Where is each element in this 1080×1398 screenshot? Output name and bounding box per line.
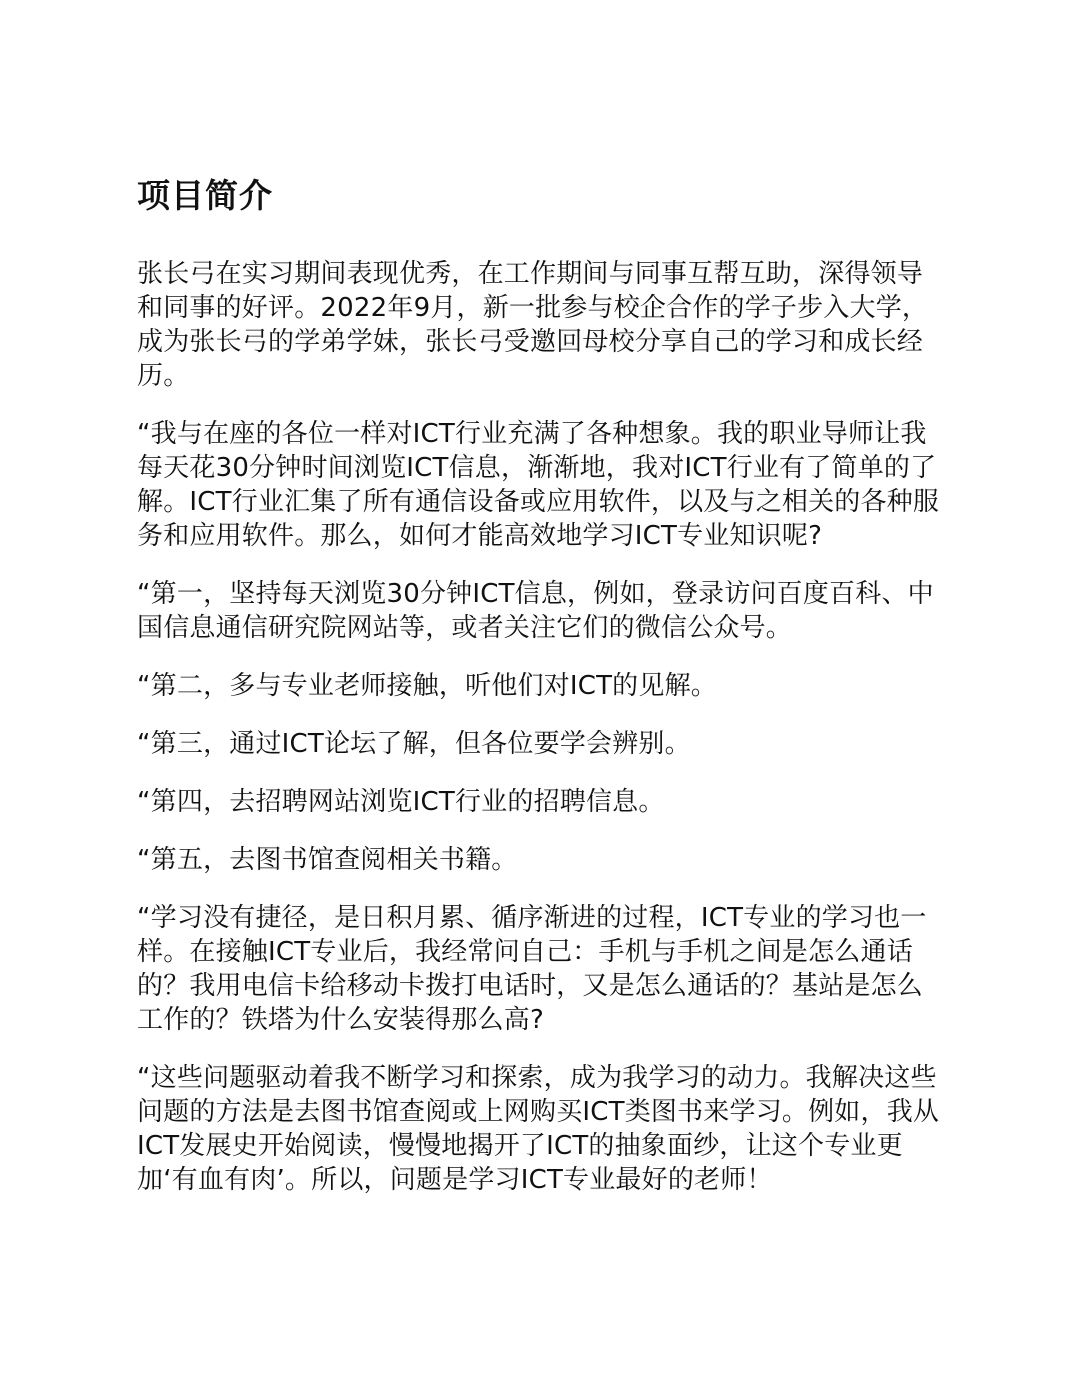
paragraph-tip-1: “第一，坚持每天浏览30分钟ICT信息，例如，登录访问百度百科、中国信息通信研究院网站等，或者关注它们的微信公众号。 bbox=[137, 579, 934, 643]
paragraph-quote-opening: “我与在座的各位一样对ICT行业充满了各种想象。我的职业导师让我每天花30分钟时间浏览ICT信息，渐渐地，我对ICT行业有了简单的了解。ICT行业汇集了所有通信设备或应用软件，以及与之相关的各种服务和应用软件。那么，如何才能高效地学习ICT专业知识呢? bbox=[137, 419, 940, 551]
paragraph-reflection: “学习没有捷径，是日积月累、循序渐进的过程，ICT专业的学习也一样。在接触ICT专业后，我经常问自己：手机与手机之间是怎么通话的？我用电信卡给移动卡拨打电话时，又是怎么通话的？基站是怎么工作的？铁塔为什么安装得那么高? bbox=[137, 903, 927, 1035]
paragraph-tip-5: “第五，去图书馆查阅相关书籍。 bbox=[137, 845, 518, 875]
paragraph-conclusion: “这些问题驱动着我不断学习和探索，成为我学习的动力。我解决这些问题的方法是去图书馆查阅或上网购买ICT类图书来学习。例如，我从ICT发展史开始阅读，慢慢地揭开了ICT的抽象面纱，让这个专业更加‘有血有肉’。所以，问题是学习ICT专业最好的老师！ bbox=[137, 1063, 940, 1195]
paragraph-intro: 张长弓在实习期间表现优秀，在工作期间与同事互帮互助，深得领导和同事的好评。2022年9月，新一批参与校企合作的学子步入大学，成为张长弓的学弟学妹，张长弓受邀回母校分享自己的学习和成长经历。 bbox=[137, 259, 929, 391]
page-title: 项目简介 bbox=[137, 176, 273, 215]
document-body bbox=[137, 257, 945, 1197]
document-page bbox=[137, 172, 945, 1221]
paragraph-tip-4: “第四，去招聘网站浏览ICT行业的招聘信息。 bbox=[137, 787, 665, 817]
paragraph-tip-3: “第三，通过ICT论坛了解，但各位要学会辨别。 bbox=[137, 729, 691, 759]
paragraph-tip-2: “第二，多与专业老师接触，听他们对ICT的见解。 bbox=[137, 671, 717, 701]
